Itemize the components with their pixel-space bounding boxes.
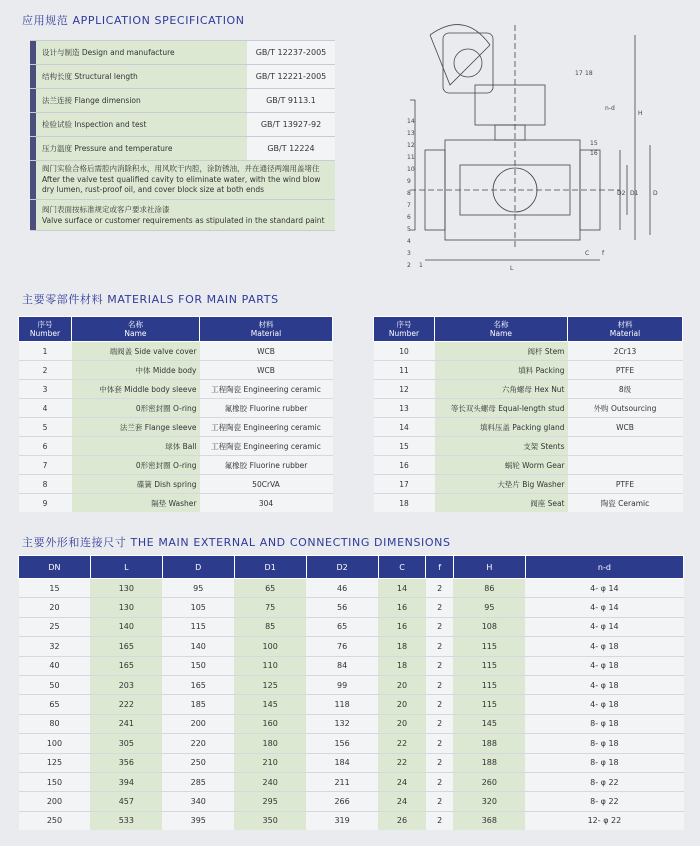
label-nd: n-d: [605, 105, 615, 112]
dim-cell: 4- φ 14: [525, 598, 683, 617]
note2-cn: 阀门表面按标准规定或客户要求社涂漆: [42, 204, 170, 214]
material-number: 4: [19, 399, 72, 418]
label-D2: D2: [617, 190, 626, 197]
dim-cell: 2: [426, 753, 453, 772]
dim-cell: 8- φ 18: [525, 753, 683, 772]
material-number: 18: [374, 494, 435, 513]
dim-cell: 4- φ 18: [525, 656, 683, 675]
header-name: 名称 Name: [72, 317, 200, 342]
material-value: 工程陶瓷 Engineering ceramic: [200, 418, 333, 437]
material-number: 15: [374, 437, 435, 456]
dim-cell: 140: [162, 637, 234, 656]
dim-cell: 2: [426, 656, 453, 675]
dim-cell: 20: [378, 695, 426, 714]
dim-cell: 16: [378, 617, 426, 636]
label-6: 6: [407, 214, 411, 221]
dim-cell: 76: [306, 637, 378, 656]
dim-cell: 115: [453, 675, 525, 694]
dim-cell: 22: [378, 753, 426, 772]
material-value: 50CrVA: [200, 475, 333, 494]
dim-cell: 8- φ 22: [525, 792, 683, 811]
material-name: 填料 Packing: [435, 361, 568, 380]
dim-row: [19, 656, 684, 675]
dim-header: D1: [234, 556, 306, 579]
dim-cell: 150: [162, 656, 234, 675]
valve-drawing: [405, 15, 685, 275]
material-name: 阀杆 Stem: [435, 342, 568, 361]
spec-label: 压力温度 Pressure and temperature: [30, 137, 247, 160]
dim-cell: 12- φ 22: [525, 811, 683, 830]
dim-cell: 4- φ 18: [525, 637, 683, 656]
material-name: 隔垫 Washer: [72, 494, 200, 513]
dim-cell: 99: [306, 675, 378, 694]
material-row: [19, 456, 333, 475]
material-row: [374, 494, 683, 513]
dim-cell: 100: [19, 734, 91, 753]
dim-cell: 4- φ 18: [525, 695, 683, 714]
dim-cell: 250: [19, 811, 91, 830]
material-name: 支架 Stents: [435, 437, 568, 456]
dim-cell: 203: [90, 675, 162, 694]
material-value: 8级: [568, 380, 683, 399]
label-11: 11: [407, 154, 415, 161]
label-f: f: [602, 250, 605, 257]
dim-row: [19, 714, 684, 733]
dim-cell: 32: [19, 637, 91, 656]
dim-cell: 105: [162, 598, 234, 617]
spec-label: 法兰连接 Flange dimension: [30, 89, 247, 112]
dim-cell: 145: [453, 714, 525, 733]
dim-cell: 200: [19, 792, 91, 811]
dim-cell: 184: [306, 753, 378, 772]
material-value: 外购 Outsourcing: [568, 399, 683, 418]
dim-cell: 65: [19, 695, 91, 714]
dim-cell: 533: [90, 811, 162, 830]
material-value: WCB: [200, 342, 333, 361]
materials-table-right: [373, 316, 683, 512]
spec-row: [30, 112, 335, 136]
material-row: [19, 399, 333, 418]
dim-row: [19, 811, 684, 830]
label-10: 10: [407, 166, 415, 173]
dim-row: [19, 579, 684, 598]
dim-cell: 165: [90, 656, 162, 675]
material-name: 中体 Midde body: [72, 361, 200, 380]
dim-cell: 319: [306, 811, 378, 830]
material-number: 14: [374, 418, 435, 437]
dim-cell: 16: [378, 598, 426, 617]
label-12: 12: [407, 142, 415, 149]
materials-title: 主要零部件材料 MATERIALS FOR MAIN PARTS: [22, 293, 279, 306]
material-row: [19, 494, 333, 513]
header-number: 序号 Number: [19, 317, 72, 342]
label-D: D: [653, 190, 658, 197]
material-name: 中体套 Middle body sleeve: [72, 380, 200, 399]
dim-cell: 40: [19, 656, 91, 675]
material-name: 端阀盖 Side valve cover: [72, 342, 200, 361]
header-number: 序号 Number: [374, 317, 435, 342]
dim-cell: 2: [426, 598, 453, 617]
spec-label: 结构长度 Structural length: [30, 65, 247, 88]
dim-cell: 4- φ 18: [525, 675, 683, 694]
dim-cell: 65: [306, 617, 378, 636]
dim-row: [19, 772, 684, 791]
spec-value: GB/T 12221-2005: [247, 65, 335, 88]
label-18: 18: [585, 70, 593, 77]
dim-cell: 50: [19, 675, 91, 694]
label-13: 13: [407, 130, 415, 137]
dim-cell: 266: [306, 792, 378, 811]
material-number: 8: [19, 475, 72, 494]
dim-cell: 2: [426, 675, 453, 694]
dim-cell: 250: [162, 753, 234, 772]
label-1: 1: [419, 262, 423, 269]
spec-row: [30, 40, 335, 64]
label-16: 16: [590, 150, 598, 157]
dim-cell: 115: [453, 656, 525, 675]
dim-cell: 2: [426, 734, 453, 753]
dim-cell: 115: [162, 617, 234, 636]
label-H: H: [638, 110, 643, 117]
dim-cell: 118: [306, 695, 378, 714]
material-value: PTFE: [568, 361, 683, 380]
dim-cell: 185: [162, 695, 234, 714]
material-value: 工程陶瓷 Engineering ceramic: [200, 437, 333, 456]
material-value: 陶瓷 Ceramic: [568, 494, 683, 513]
dim-cell: 394: [90, 772, 162, 791]
spec-row: [30, 136, 335, 160]
dim-cell: 26: [378, 811, 426, 830]
dim-cell: 95: [162, 579, 234, 598]
label-L: L: [510, 265, 514, 272]
spec-row: [30, 88, 335, 112]
dim-cell: 24: [378, 772, 426, 791]
material-number: 16: [374, 456, 435, 475]
material-value: [568, 456, 683, 475]
dim-cell: 356: [90, 753, 162, 772]
label-4: 4: [407, 238, 411, 245]
label-8: 8: [407, 190, 411, 197]
label-5: 5: [407, 226, 411, 233]
material-value: 氟橡胶 Fluorine rubber: [200, 399, 333, 418]
spec-table: [30, 40, 335, 231]
dim-cell: 14: [378, 579, 426, 598]
dim-cell: 125: [19, 753, 91, 772]
spec-label: 检验试验 Inspection and test: [30, 113, 247, 136]
dim-cell: 160: [234, 714, 306, 733]
dim-cell: 180: [234, 734, 306, 753]
material-number: 3: [19, 380, 72, 399]
material-row: [19, 475, 333, 494]
material-row: [19, 437, 333, 456]
material-number: 10: [374, 342, 435, 361]
material-row: [19, 361, 333, 380]
material-row: [374, 399, 683, 418]
label-7: 7: [407, 202, 411, 209]
dim-cell: 295: [234, 792, 306, 811]
dim-cell: 2: [426, 811, 453, 830]
dim-cell: 2: [426, 579, 453, 598]
dim-cell: 140: [90, 617, 162, 636]
dim-row: [19, 675, 684, 694]
dim-cell: 2: [426, 792, 453, 811]
dim-cell: 80: [19, 714, 91, 733]
note1-en: After the valve test qualified cavity to eliminate water, with the wind blow dry lumen, rust-proof oil, and cover block size at both ends: [42, 174, 321, 194]
dimensions-table: [18, 555, 684, 830]
material-value: WCB: [568, 418, 683, 437]
material-name: 碟簧 Dish spring: [72, 475, 200, 494]
note1-cn: 阀门实验合格后需腔内消除积水，用风吹干内腔，涂防锈油，并在通径两端用盖堵住: [42, 164, 320, 173]
dim-cell: 46: [306, 579, 378, 598]
dim-header: L: [90, 556, 162, 579]
material-name: 0形密封圈 O-ring: [72, 456, 200, 475]
material-number: 7: [19, 456, 72, 475]
material-value: WCB: [200, 361, 333, 380]
dim-cell: 260: [453, 772, 525, 791]
material-name: 等长双头螺母 Equal-length stud: [435, 399, 568, 418]
material-name: 0形密封圈 O-ring: [72, 399, 200, 418]
spec-title: 应用规范 APPLICATION SPECIFICATION: [22, 14, 245, 27]
dim-cell: 350: [234, 811, 306, 830]
material-value: 氟橡胶 Fluorine rubber: [200, 456, 333, 475]
dim-cell: 56: [306, 598, 378, 617]
dim-cell: 22: [378, 734, 426, 753]
material-name: 阀座 Seat: [435, 494, 568, 513]
dim-cell: 145: [234, 695, 306, 714]
material-value: 304: [200, 494, 333, 513]
spec-label: 设计与制造 Design and manufacture: [30, 41, 247, 64]
dim-cell: 150: [19, 772, 91, 791]
dims-title: 主要外形和连接尺寸 THE MAIN EXTERNAL AND CONNECTING DIMENSIONS: [22, 536, 451, 549]
dim-cell: 457: [90, 792, 162, 811]
dim-cell: 305: [90, 734, 162, 753]
dim-cell: 75: [234, 598, 306, 617]
materials-table-left: [18, 316, 333, 512]
material-number: 11: [374, 361, 435, 380]
material-name: 填料压盖 Packing gland: [435, 418, 568, 437]
material-number: 2: [19, 361, 72, 380]
dim-cell: 8- φ 18: [525, 734, 683, 753]
label-C: C: [585, 250, 590, 257]
material-number: 1: [19, 342, 72, 361]
dim-cell: 165: [90, 637, 162, 656]
dim-cell: 210: [234, 753, 306, 772]
dim-cell: 132: [306, 714, 378, 733]
material-row: [19, 380, 333, 399]
dim-cell: 18: [378, 637, 426, 656]
material-row: [374, 418, 683, 437]
label-17: 17: [575, 70, 583, 77]
material-name: 大垫片 Big Washer: [435, 475, 568, 494]
dim-header: C: [378, 556, 426, 579]
dim-cell: 108: [453, 617, 525, 636]
dim-cell: 285: [162, 772, 234, 791]
dim-cell: 368: [453, 811, 525, 830]
dim-cell: 4- φ 14: [525, 617, 683, 636]
material-row: [374, 361, 683, 380]
label-15: 15: [590, 140, 598, 147]
material-row: [374, 437, 683, 456]
spec-note-2: [30, 199, 335, 231]
dim-row: [19, 695, 684, 714]
label-D1: D1: [630, 190, 639, 197]
dim-cell: 20: [19, 598, 91, 617]
dim-cell: 84: [306, 656, 378, 675]
dim-header: D: [162, 556, 234, 579]
dim-cell: 8- φ 18: [525, 714, 683, 733]
material-number: 12: [374, 380, 435, 399]
header-material: 材料 Material: [568, 317, 683, 342]
dim-header: f: [426, 556, 453, 579]
dim-cell: 20: [378, 714, 426, 733]
spec-value: GB/T 12224: [247, 137, 335, 160]
dim-cell: 220: [162, 734, 234, 753]
material-row: [374, 475, 683, 494]
dim-row: [19, 598, 684, 617]
dim-cell: 211: [306, 772, 378, 791]
dim-cell: 2: [426, 617, 453, 636]
dim-cell: 125: [234, 675, 306, 694]
header-material: 材料 Material: [200, 317, 333, 342]
material-value: PTFE: [568, 475, 683, 494]
dim-cell: 395: [162, 811, 234, 830]
dim-row: [19, 792, 684, 811]
material-number: 13: [374, 399, 435, 418]
material-row: [19, 342, 333, 361]
dim-row: [19, 617, 684, 636]
dim-cell: 18: [378, 656, 426, 675]
material-row: [374, 456, 683, 475]
dim-cell: 188: [453, 753, 525, 772]
dim-cell: 2: [426, 637, 453, 656]
material-name: 蜗轮 Worm Gear: [435, 456, 568, 475]
material-row: [374, 342, 683, 361]
spec-value: GB/T 12237-2005: [247, 41, 335, 64]
spec-row: [30, 64, 335, 88]
dim-row: [19, 637, 684, 656]
material-name: 球体 Ball: [72, 437, 200, 456]
spec-value: GB/T 9113.1: [247, 89, 335, 112]
dim-cell: 241: [90, 714, 162, 733]
dim-cell: 156: [306, 734, 378, 753]
label-9: 9: [407, 178, 411, 185]
dim-cell: 188: [453, 734, 525, 753]
dim-row: [19, 734, 684, 753]
label-2: 2: [407, 262, 411, 269]
dim-cell: 2: [426, 772, 453, 791]
spec-value: GB/T 13927-92: [247, 113, 335, 136]
label-3: 3: [407, 250, 411, 257]
dim-cell: 320: [453, 792, 525, 811]
dim-cell: 24: [378, 792, 426, 811]
header-name: 名称 Name: [435, 317, 568, 342]
dim-cell: 115: [453, 695, 525, 714]
dim-cell: 200: [162, 714, 234, 733]
dim-cell: 85: [234, 617, 306, 636]
dim-row: [19, 753, 684, 772]
material-value: 2Cr13: [568, 342, 683, 361]
dim-cell: 20: [378, 675, 426, 694]
material-name: 六角螺母 Hex Nut: [435, 380, 568, 399]
material-number: 9: [19, 494, 72, 513]
dim-cell: 130: [90, 598, 162, 617]
label-14: 14: [407, 118, 415, 125]
material-number: 17: [374, 475, 435, 494]
dim-cell: 2: [426, 714, 453, 733]
material-value: 工程陶瓷 Engineering ceramic: [200, 380, 333, 399]
dim-header: DN: [19, 556, 91, 579]
dim-cell: 100: [234, 637, 306, 656]
dim-header: D2: [306, 556, 378, 579]
dim-cell: 8- φ 22: [525, 772, 683, 791]
dim-cell: 65: [234, 579, 306, 598]
material-row: [374, 380, 683, 399]
dim-cell: 130: [90, 579, 162, 598]
dim-cell: 2: [426, 695, 453, 714]
dim-cell: 15: [19, 579, 91, 598]
material-row: [19, 418, 333, 437]
dim-cell: 4- φ 14: [525, 579, 683, 598]
dim-header: H: [453, 556, 525, 579]
dim-header: n-d: [525, 556, 683, 579]
material-number: 5: [19, 418, 72, 437]
dim-cell: 115: [453, 637, 525, 656]
material-number: 6: [19, 437, 72, 456]
material-value: [568, 437, 683, 456]
material-name: 法兰套 Flange sleeve: [72, 418, 200, 437]
dim-cell: 340: [162, 792, 234, 811]
dim-cell: 95: [453, 598, 525, 617]
dim-cell: 165: [162, 675, 234, 694]
spec-note-1: [30, 160, 335, 199]
dim-cell: 86: [453, 579, 525, 598]
dim-cell: 110: [234, 656, 306, 675]
note2-en: Valve surface or customer requirements as stipulated in the standard paint: [42, 215, 325, 225]
dim-cell: 25: [19, 617, 91, 636]
dim-cell: 240: [234, 772, 306, 791]
dim-cell: 222: [90, 695, 162, 714]
